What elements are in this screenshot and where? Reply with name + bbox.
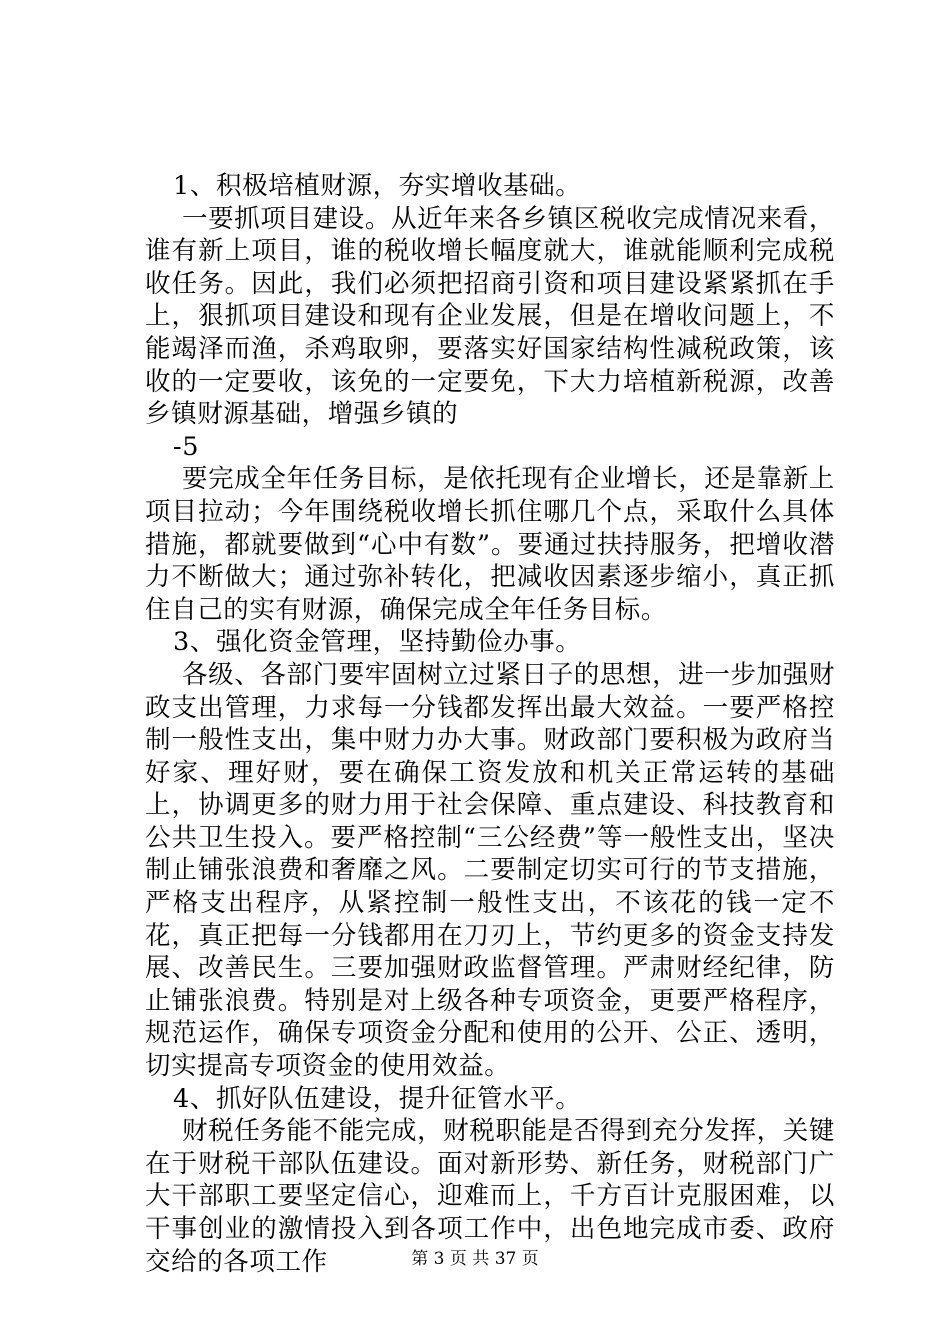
- page-fragment-marker: -5: [173, 431, 200, 462]
- paragraph-project-construction: 一要抓项目建设。从近年来各乡镇区税收完成情况来看，谁有新上项目，谁的税收增长幅度就大，谁就能顺利完成税收任务。因此，我们必须把招商引资和项目建设紧紧抓在手上，狠抓项目建设和现有企业发展，但是在增收问题上，不能竭泽而渔，杀鸡取卵，要落实好国家结构性减税政策，该收的一定要收，该免的一定要免，下大力培植新税源，改善乡镇财源基础，增强乡镇的: [145, 203, 835, 430]
- paragraph-team-building: 财税任务能不能完成，财税职能是否得到充分发挥，关键在于财税干部队伍建设。面对新形势、新任务，财税部门广大干部职工要坚定信心，迎难而上，千方百计克服困难，以干事创业的激情投入到各项工作中，出色地完成市委、政府交给的各项工作: [145, 1116, 835, 1277]
- paragraph-annual-target: 要完成全年任务目标，是依托现有企业增长，还是靠新上项目拉动；今年围绕税收增长抓住哪几个点，采取什么具体措施，都就要做到“心中有数”。要通过扶持服务，把增收潜力不断做大；通过弥补转化，把减收因素逐步缩小，真正抓住自己的实有财源，确保完成全年任务目标。: [145, 464, 835, 625]
- document-body: [145, 170, 835, 1278]
- page-footer: 第 3 页 共 37 页: [411, 1249, 539, 1269]
- section-heading-1: 1、积极培植财源，夯实增收基础。: [173, 171, 582, 201]
- section-heading-3: 3、强化资金管理，坚持勤俭办事。: [173, 627, 582, 658]
- paragraph-fund-management: 各级、各部门要牢固树立过紧日子的思想，进一步加强财政支出管理，力求每一分钱都发挥出最大效益。一要严格控制一般性支出，集中财力办大事。财政部门要积极为政府当好家、理好财，要在确保工资发放和机关正常运转的基础上，协调更多的财力用于社会保障、重点建设、科技教育和公共卫生投入。要严格控制“三公经费”等一般性支出，坚决制止铺张浪费和奢靡之风。二要制定切实可行的节支措施，严格支出程序，从紧控制一般性支出，不该花的钱一定不花，真正把每一分钱都用在刀刃上，节约更多的资金支持发展、改善民生。三要加强财政监督管理。严肃财经纪律，防止铺张浪费。特别是对上级各种专项资金，更要严格程序，规范运作，确保专项资金分配和使用的公开、公正、透明，切实提高专项资金的使用效益。: [145, 659, 835, 1082]
- section-heading-4: 4、抓好队伍建设，提升征管水平。: [173, 1083, 582, 1114]
